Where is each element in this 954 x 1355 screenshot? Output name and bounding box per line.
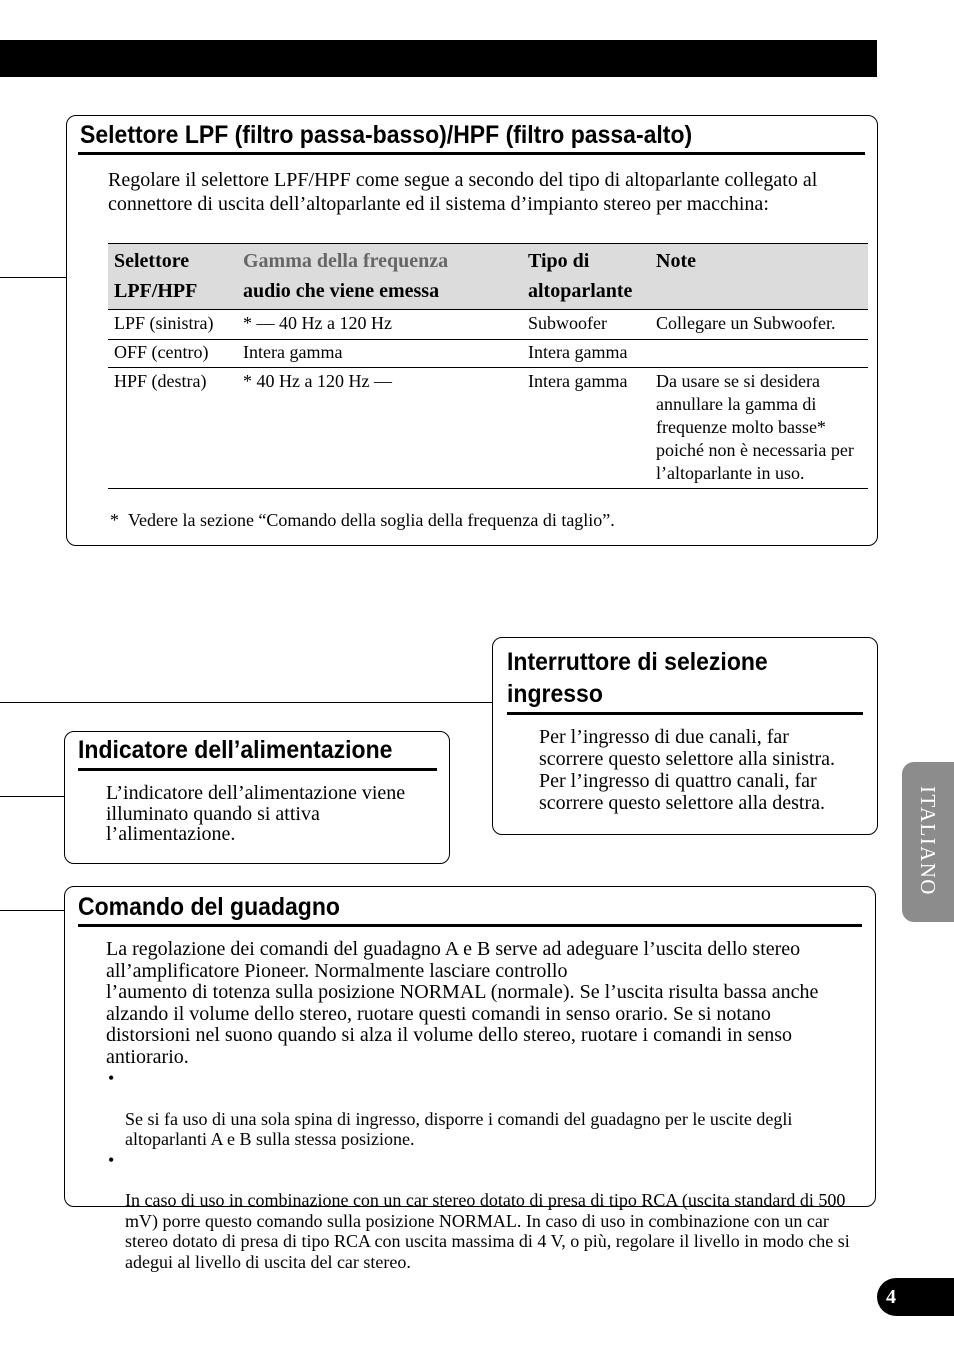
table-header-row xyxy=(108,244,868,310)
language-tab-label: ITALIANO xyxy=(916,786,940,896)
header-line: Selettore xyxy=(114,250,190,272)
lpf-hpf-section xyxy=(66,115,878,546)
header-bar xyxy=(0,40,877,77)
table-header-frequency-range xyxy=(237,244,522,310)
bullet-list xyxy=(108,1068,874,1272)
section-body: La regolazione dei comandi del guadagno A e B serve ad adeguare l’uscita dello stereo all’amplificatore Pioneer. Normalmente lasciare controllo l’aumento di totenza sulla posizione NORMAL (normale). Se l’uscita risulta bassa anche alzando il volume dello stereo, ruotare questi comandi in senso orario. Se si notano distorsioni nel suono quando si alza il volume dello stereo, ruotare i comandi in senso antiorario. xyxy=(106,938,819,1068)
table-cell-frequency-range: Intera gamma xyxy=(243,342,343,362)
connector-line xyxy=(0,702,492,703)
connector-line xyxy=(0,277,66,278)
table-header-selector xyxy=(108,244,237,310)
bullet-mark: • xyxy=(108,1068,115,1088)
table-cell-selector: HPF (destra) xyxy=(114,371,207,391)
section-title: Selettore LPF (filtro passa-basso)/HPF (filtro passa-alto) xyxy=(80,121,693,149)
title-underline xyxy=(78,152,865,155)
table-cell-frequency-range: * 40 Hz a 120 Hz — xyxy=(243,371,392,391)
footnote-mark: * xyxy=(110,510,119,530)
footnote-text: Vedere la sezione “Comando della soglia della frequenza di taglio”. xyxy=(128,510,615,530)
list-item xyxy=(108,1150,874,1272)
header-line: altoparlante xyxy=(528,280,633,302)
section-intro: Regolare il selettore LPF/HPF come segue a secondo del tipo di altoparlante collegato al connettore di uscita dell’altoparlante ed il sistema d’impianto stereo per macchina: xyxy=(108,169,818,215)
title-underline xyxy=(78,924,862,927)
section-body: L’indicatore dell’alimentazione viene illuminato quando si attiva l’alimentazione. xyxy=(106,782,406,845)
header-line: LPF/HPF xyxy=(114,280,198,302)
table-cell-speaker-type: Intera gamma xyxy=(528,371,628,391)
footnote xyxy=(108,509,868,531)
input-switch-section xyxy=(492,637,878,835)
title-underline xyxy=(507,712,863,715)
section-title: Indicatore dell’alimentazione xyxy=(78,736,393,764)
table-cell-speaker-type: Subwoofer xyxy=(528,313,607,333)
language-tab xyxy=(902,762,954,922)
table-cell-note xyxy=(650,340,868,368)
table-cell-note: Da usare se si desidera annullare la gamma di frequenze molto basse* poiché non è necessaria per l’altoparlante in uso. xyxy=(656,371,854,483)
list-item-text: In caso di uso in combinazione con un car stereo dotato di presa di tipo RCA (uscita standard di 500 mV) porre questo comando sulla posizione NORMAL. In caso di uso in combinazione con un car stereo dotato di presa di tipo RCA con uscita massima di 4 V, o più, regolare il livello in modo che si adegui al livello di uscita del car stereo. xyxy=(125,1190,850,1272)
table-cell-speaker-type: Intera gamma xyxy=(528,342,628,362)
connector-line xyxy=(0,910,64,911)
power-indicator-section xyxy=(64,731,450,864)
table-header-speaker-type xyxy=(522,244,650,310)
table-cell-selector: OFF (centro) xyxy=(114,342,209,362)
header-line: Tipo di xyxy=(528,250,590,272)
section-title: Comando del guadagno xyxy=(78,893,340,921)
table-row xyxy=(108,340,868,368)
list-item xyxy=(108,1068,874,1150)
header-line: Gamma della frequenza xyxy=(243,250,449,272)
header-line: audio che viene emessa xyxy=(243,280,440,302)
table-row xyxy=(108,368,868,489)
page-number: 4 xyxy=(886,1286,896,1308)
title-underline xyxy=(78,768,437,771)
table-header-note xyxy=(650,244,868,310)
table-row xyxy=(108,310,868,340)
gain-control-section xyxy=(64,886,876,1272)
table-cell-frequency-range: * — 40 Hz a 120 Hz xyxy=(243,313,392,333)
connector-line xyxy=(0,796,64,797)
table-cell-note: Collegare un Subwoofer. xyxy=(656,313,836,333)
page-number-tab xyxy=(877,1278,954,1316)
table-cell-selector: LPF (sinistra) xyxy=(114,313,214,333)
lpf-hpf-table xyxy=(108,243,868,489)
header-line: Note xyxy=(656,250,696,272)
section-body: Per l’ingresso di due canali, far scorrere questo selettore alla sinistra. Per l’ingresso di quattro canali, far scorrere questo selettore alla destra. xyxy=(539,726,835,814)
section-title: Interruttore di selezione ingresso xyxy=(507,648,768,708)
list-item-text: Se si fa uso di una sola spina di ingresso, disporre i comandi del guadagno per le uscite degli altoparlanti A e B sulla stessa posizione. xyxy=(125,1108,793,1150)
bullet-mark: • xyxy=(108,1149,115,1170)
